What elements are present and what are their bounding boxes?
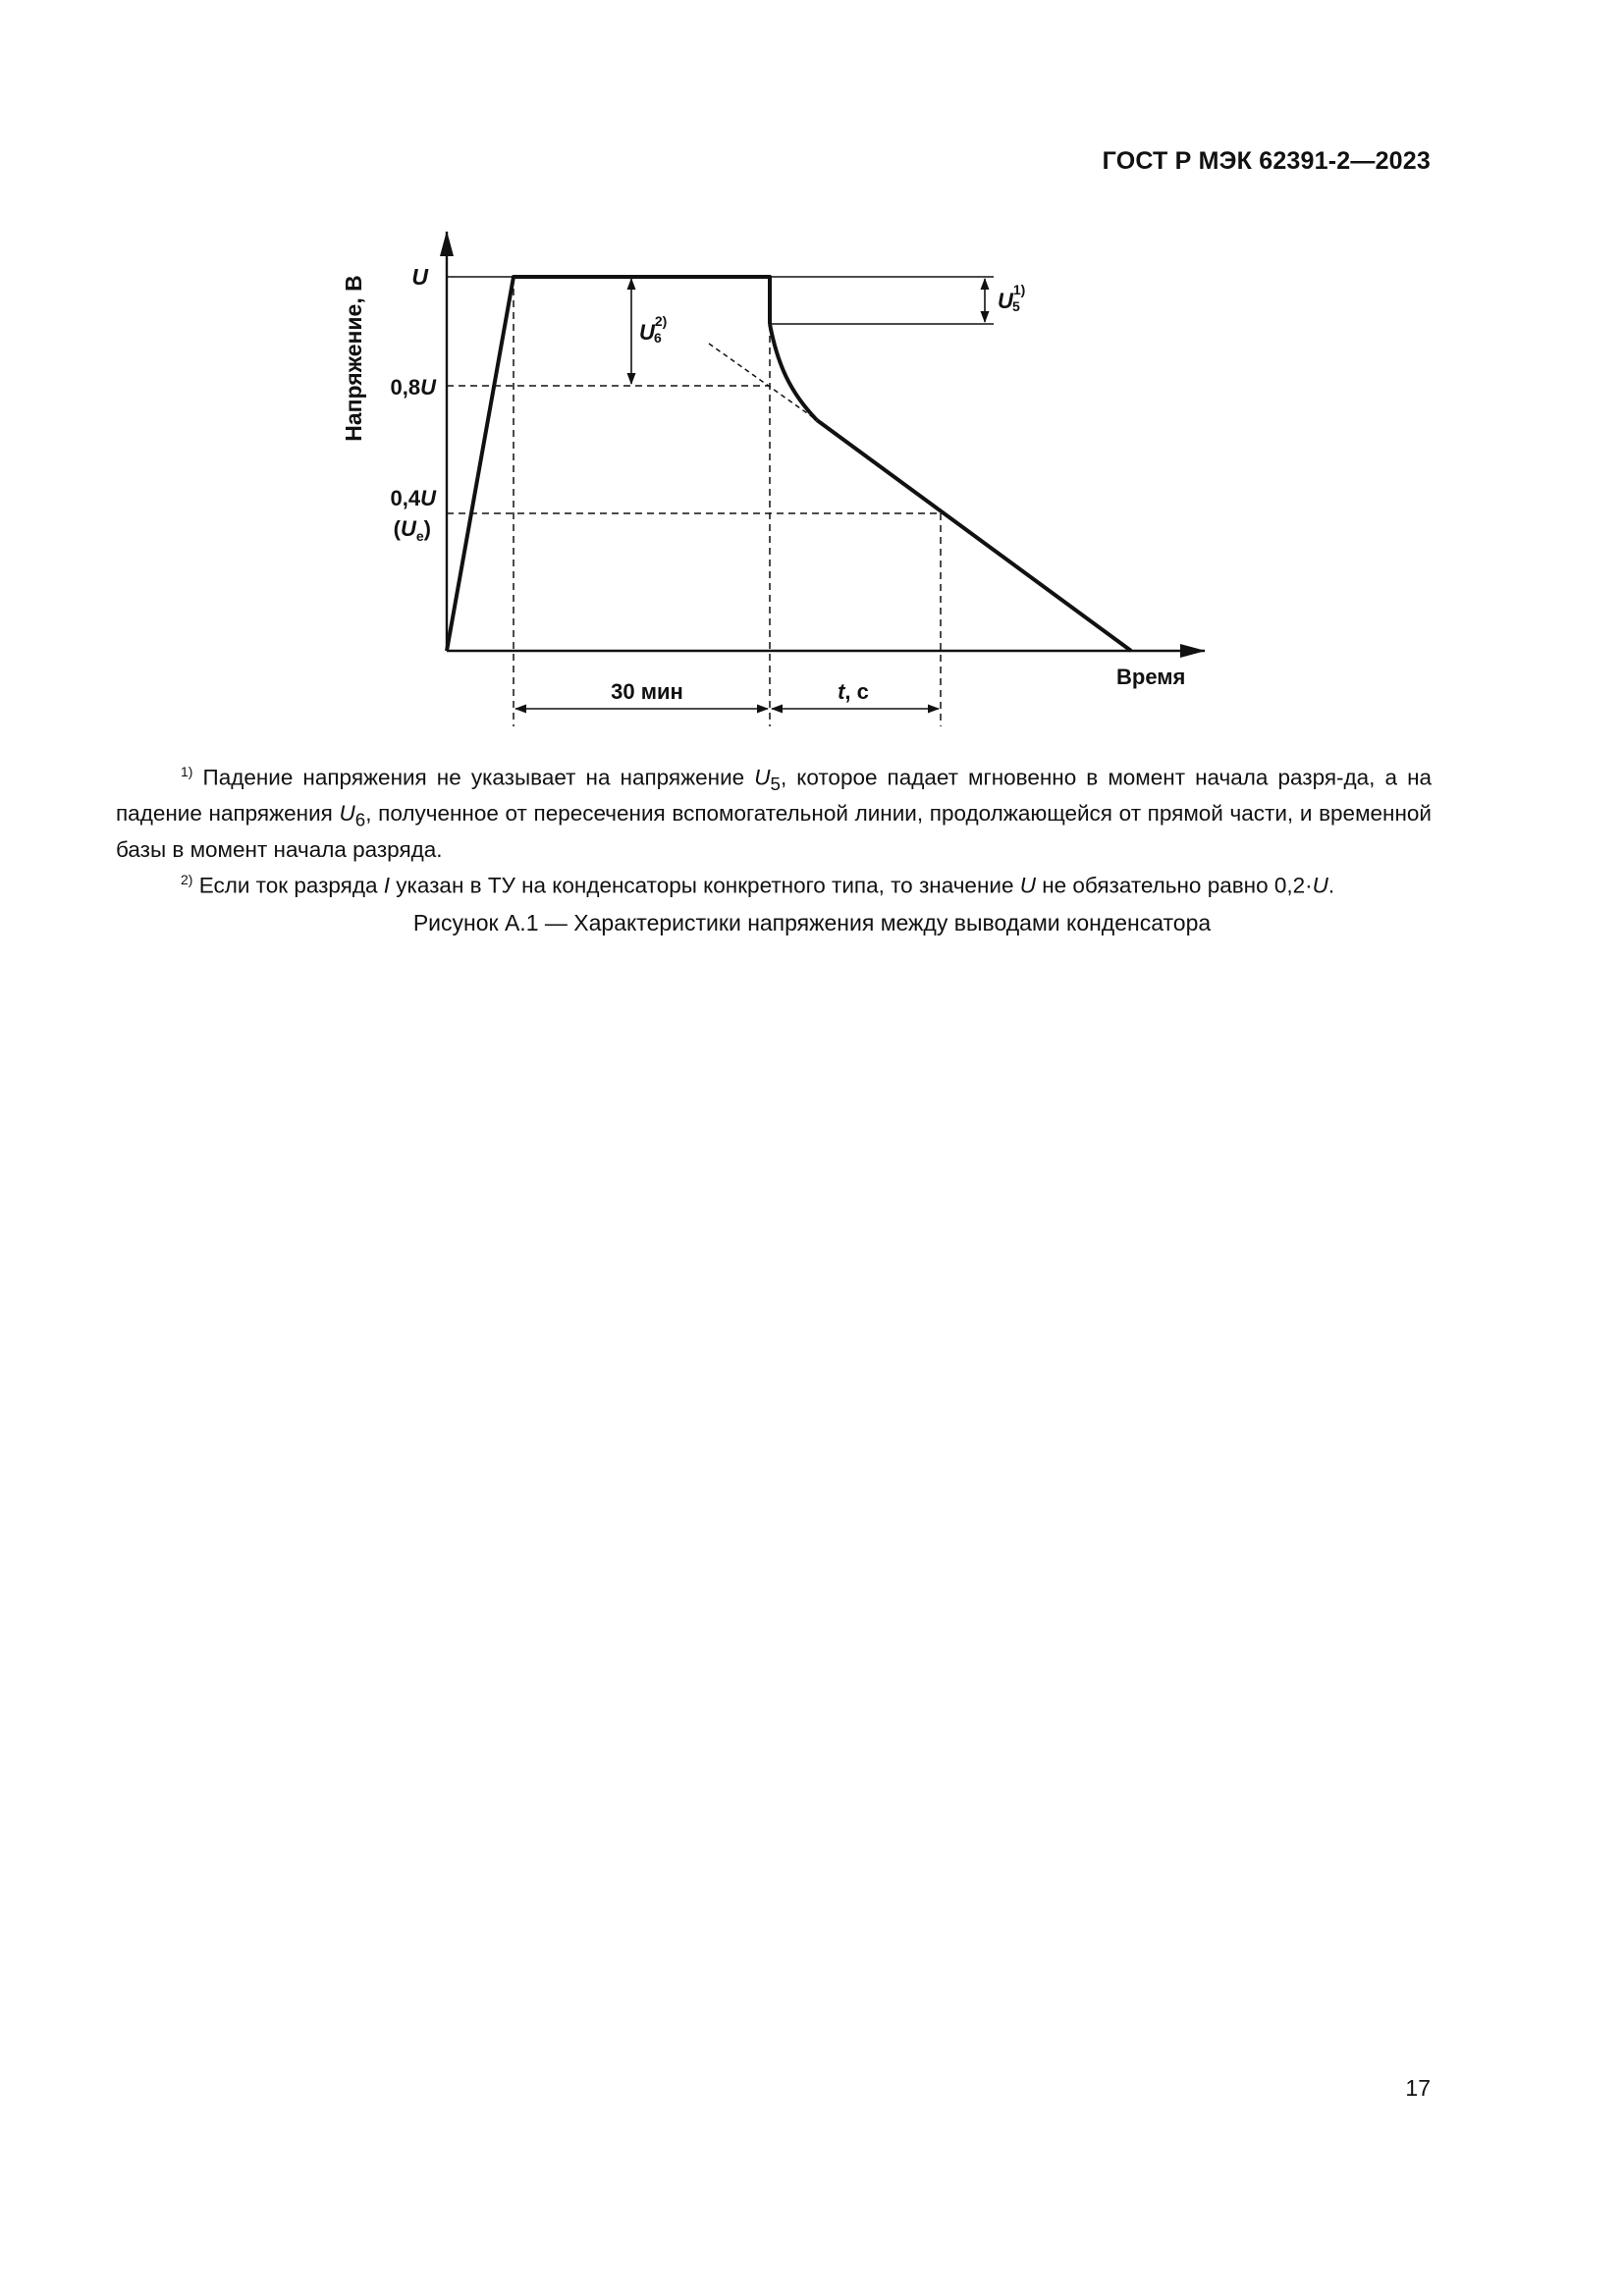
discharge-linear-segment — [817, 420, 1131, 651]
charge-and-hold-segment — [447, 277, 770, 651]
y-axis-title: Напряжение, В — [341, 275, 366, 442]
tick-label-u: U — [411, 264, 428, 290]
u5-label: $U^{1)}$ 5 — [998, 282, 1026, 314]
hold-time-label: 30 мин — [611, 679, 683, 704]
discharge-time-label: t, с — [838, 679, 869, 704]
tick-label-ue: $(U_e)$ — [393, 516, 431, 544]
tick-label-08u: 0,8U — [390, 375, 436, 400]
helper-lines — [447, 277, 994, 324]
document-header: ГОСТ Р МЭК 62391-2—2023 — [1102, 147, 1431, 175]
footnote-2: $^{2)}$ Если ток разряда I указан в ТУ на конденсаторы конкретного типа, то значение U не обязательно равно 0,2·U. — [181, 871, 1335, 897]
u6-label: $U^{2)}$ 6 — [639, 313, 668, 346]
voltage-curve — [447, 277, 1131, 651]
auxiliary-extension-line — [709, 344, 817, 420]
tick-label-04u: 0,4U — [390, 486, 436, 510]
footnotes — [116, 757, 1432, 900]
x-axis-title: Время — [1116, 665, 1186, 689]
discharge-knee-curve — [770, 324, 817, 420]
axes — [447, 232, 1205, 651]
footnote-1: $^{1)}$ Падение напряжения не указывает на напряжение $U_5$, которое падает мгновенно в момент начала разря-да, а на падение напряжения $U_6$, полученное от пересечения вспомогательной линии, продолжающейся от прямой части, и временной базы в момент начала разряда. — [116, 764, 1433, 862]
page-number: 17 — [1405, 2075, 1431, 2101]
footnote-1-marker: 1) — [181, 764, 193, 779]
voltage-characteristic-diagram — [0, 0, 1624, 746]
dashed-lines — [447, 277, 941, 726]
footnote-2-marker: 2) — [181, 871, 193, 887]
figure-caption: Рисунок А.1 — Характеристики напряжения между выводами конденсатора — [412, 910, 1212, 935]
